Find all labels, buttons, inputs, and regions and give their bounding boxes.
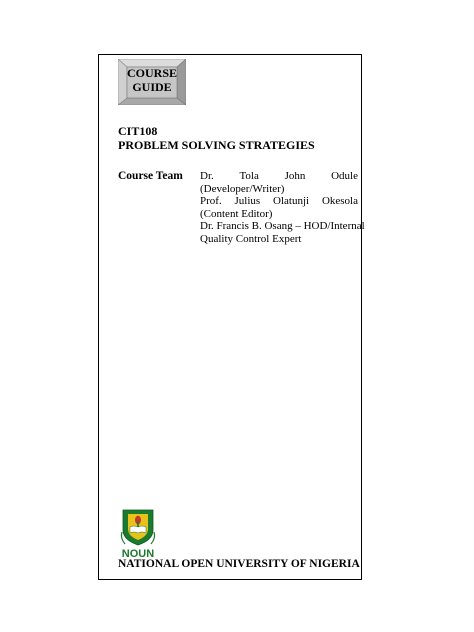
noun-logo-text: NOUN: [121, 548, 155, 560]
university-name: NATIONAL OPEN UNIVERSITY OF NIGERIA: [118, 558, 360, 570]
team-word: Tola: [239, 170, 259, 182]
team-word: Olatunji: [273, 195, 310, 208]
team-word: Odule: [331, 170, 358, 182]
course-guide-line-1: COURSE: [126, 66, 177, 80]
team-word: John: [284, 170, 306, 182]
noun-logo: [119, 508, 157, 560]
course-team-list: [200, 170, 365, 246]
team-line-5: Dr. Francis B. Osang – HOD/Internal: [200, 220, 365, 233]
team-line-1: [200, 170, 358, 183]
team-word: Dr.: [200, 170, 214, 182]
noun-logo-emblem: [119, 508, 157, 560]
team-line-6: Quality Control Expert: [200, 232, 302, 245]
course-guide-line-2: GUIDE: [132, 80, 172, 94]
course-guide-label: [124, 66, 180, 94]
course-code: CIT108: [118, 124, 158, 138]
course-title: PROBLEM SOLVING STRATEGIES: [118, 138, 315, 152]
team-word: Julius: [234, 195, 261, 208]
team-line-3: [200, 195, 358, 208]
team-word: Prof.: [200, 195, 222, 208]
team-word: Okesola: [321, 195, 358, 208]
team-line-4: (Content Editor): [200, 207, 273, 220]
team-line-2: (Developer/Writer): [200, 182, 285, 195]
course-team-label: Course Team: [118, 170, 183, 182]
